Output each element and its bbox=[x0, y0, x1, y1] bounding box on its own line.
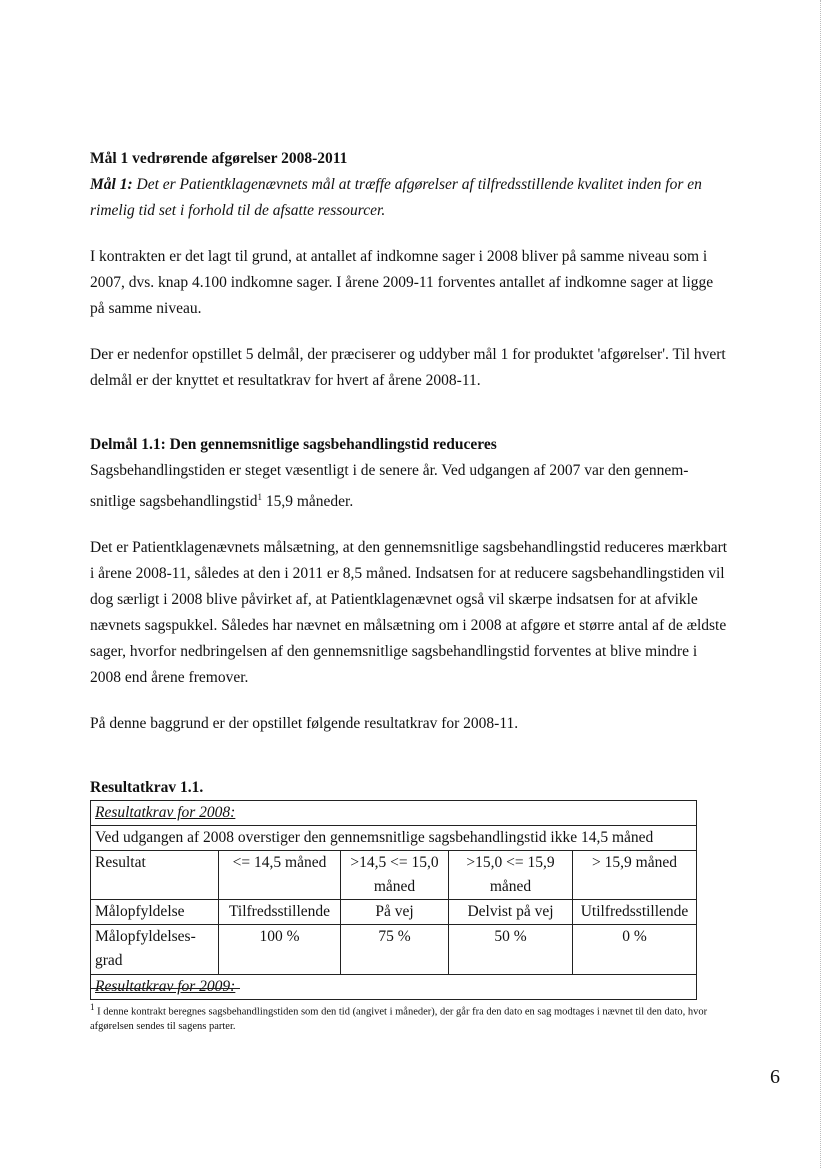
title-2009: Resultatkrav for 2009: bbox=[91, 975, 697, 1000]
cell: 0 % bbox=[573, 925, 697, 975]
subgoal-paragraph-3: På denne baggrund er der opstillet følgende resultatkrav for 2008-11. bbox=[90, 715, 519, 733]
table-heading-wrap bbox=[90, 775, 730, 801]
table-row bbox=[91, 900, 697, 925]
footnote-mark: 1 bbox=[90, 1002, 95, 1012]
cell: 50 % bbox=[449, 925, 573, 975]
footnote-ref[interactable]: 1 bbox=[257, 492, 262, 502]
table-heading: Resultatkrav 1.1. bbox=[90, 779, 204, 796]
footnote bbox=[90, 1000, 710, 1034]
goal1-statement bbox=[90, 172, 730, 224]
page-number: 6 bbox=[770, 1066, 780, 1088]
goal1-heading: Mål 1 vedrørende afgørelser 2008-2011 bbox=[90, 150, 348, 167]
table-row bbox=[91, 925, 697, 975]
p1-text: Sagsbehandlingstiden er steget væsentligt i de senere år. Ved udgangen af 2007 var den gennem-snitlige sagsbehandlingstid bbox=[90, 462, 689, 511]
cell: <= 14,5 måned bbox=[219, 851, 341, 900]
cell: >15,0 <= 15,9 måned bbox=[449, 851, 573, 900]
p1-text-end: 15,9 måneder. bbox=[261, 493, 354, 511]
goal1-section bbox=[90, 146, 730, 394]
cell: >14,5 <= 15,0 måned bbox=[341, 851, 449, 900]
cell: Tilfredsstillende bbox=[219, 900, 341, 925]
table-row bbox=[91, 851, 697, 900]
row-label: Målopfyldelses-grad bbox=[91, 925, 219, 975]
row-label: Resultat bbox=[91, 851, 219, 900]
subgoal-section bbox=[90, 432, 730, 737]
footnote-text: I denne kontrakt beregnes sagsbehandlingstiden som den tid (angivet i måneder), der går fra den dato en sag modtages i nævnet til den dato, hvor afgørelsen sendes til sagens parter. bbox=[90, 1006, 708, 1032]
cell: Delvist på vej bbox=[449, 900, 573, 925]
subgoal-paragraph-1 bbox=[90, 458, 730, 515]
result-table bbox=[90, 800, 697, 1000]
goal1-paragraph-2: Der er nedenfor opstillet 5 delmål, der præciserer og uddyber mål 1 for produktet 'afgørelser'. Til hvert delmål er der knyttet et resultatkrav for hvert af årene 2008-11. bbox=[90, 346, 726, 389]
scan-edge bbox=[820, 0, 821, 1168]
cell: 75 % bbox=[341, 925, 449, 975]
goal1-paragraph-1: I kontrakten er det lagt til grund, at antallet af indkomne sager i 2008 bliver på samme niveau som i 2007, dvs. knap 4.100 indkomne sager. I årene 2009-11 forventes antallet af indkomne sager at ligge på samme niveau. bbox=[90, 248, 714, 317]
cell: > 15,9 måned bbox=[573, 851, 697, 900]
cell: På vej bbox=[341, 900, 449, 925]
row-label: Målopfyldelse bbox=[91, 900, 219, 925]
footnote-divider bbox=[90, 988, 240, 989]
goal1-text: Det er Patientklagenævnets mål at træffe afgørelser af tilfredsstillende kvalitet inden for en rimelig tid set i forhold til de afsatte ressourcer. bbox=[90, 176, 702, 219]
cell: 100 % bbox=[219, 925, 341, 975]
goal1-label: Mål 1: bbox=[90, 176, 133, 193]
subgoal-paragraph-2: Det er Patientklagenævnets målsætning, at den gennemsnitlige sagsbehandlingstid reduceres mærkbart i årene 2008-11, således at den i 2011 er 8,5 måned. Indsatsen for at reducere sagsbehandlingstiden vil dog særligt i 2008 blive påvirket af, at Patientklagenævnet også vil skærpe indsatsen for at afvikle nævnets sagspukkel. Således har nævnet en målsætning om i 2008 at afgøre et større antal af de ældste sager, hvorfor nedbringelsen af den gennemsnitlige sagsbehandlingstid forventes at blive mindre i 2008 end årene fremover. bbox=[90, 539, 728, 687]
title-2008: Resultatkrav for 2008: bbox=[91, 801, 697, 826]
subgoal-heading: Delmål 1.1: Den gennemsnitlige sagsbehandlingstid reduceres bbox=[90, 436, 497, 453]
table-description: Ved udgangen af 2008 overstiger den gennemsnitlige sagsbehandlingstid ikke 14,5 måned bbox=[91, 826, 697, 851]
cell: Utilfredsstillende bbox=[573, 900, 697, 925]
